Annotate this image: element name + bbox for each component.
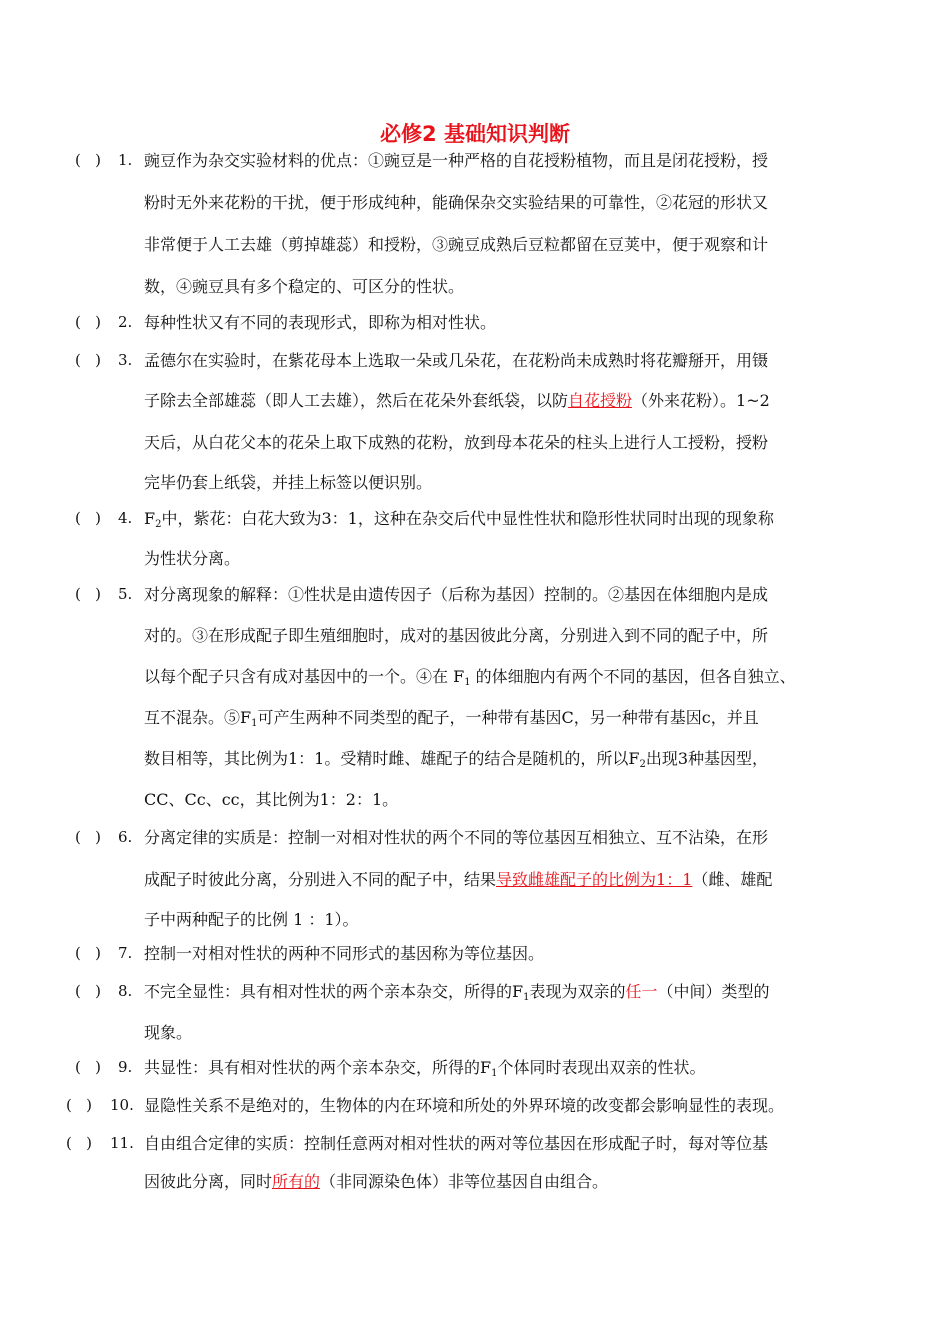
subscript: 1 <box>523 992 530 1003</box>
text-segment: （非同源染色体）非等位基因自由组合。 <box>320 1172 609 1191</box>
text-segment: 的体细胞内有两个不同的基因，但各自独立、 <box>470 667 796 686</box>
answer-parens: ( ) <box>66 1096 93 1114</box>
question-text-line: 为性状分离。 <box>144 549 241 568</box>
question-text-line: 每种性状又有不同的表现形式，即称为相对性状。 <box>144 313 497 332</box>
question-number: 11. <box>110 1134 134 1152</box>
text-segment: 成配子时彼此分离，分别进入不同的配子中，结果 <box>144 870 497 889</box>
answer-parens: ( ) <box>75 313 102 331</box>
question-text-line: 显隐性关系不是绝对的，生物体的内在环境和所处的外界环境的改变都会影响显性的表现。 <box>144 1096 785 1115</box>
question-text-line: 天后，从白花父本的花朵上取下成熟的花粉，放到母本花朵的柱头上进行人工授粉，授粉 <box>144 433 769 452</box>
highlighted-error-text: 导致雌雄配子的比例为1：1 <box>496 870 693 889</box>
highlighted-error-text: 所有的 <box>272 1172 321 1191</box>
page-title: 必修2 基础知识判断 <box>380 122 570 146</box>
question-text-line <box>144 1172 608 1192</box>
question-text-line <box>144 708 759 734</box>
question-text-line <box>144 982 770 1008</box>
subscript: 1 <box>491 1068 498 1079</box>
question-number: 2. <box>118 313 133 331</box>
question-text-line: CC、Cc、cc，其比例为1：2：1。 <box>144 790 399 809</box>
question-number: 6. <box>118 828 133 846</box>
question-number: 9. <box>118 1058 133 1076</box>
text-segment: 因彼此分离，同时 <box>144 1172 273 1191</box>
question-text-line: 自由组合定律的实质：控制任意两对相对性状的两对等位基因在形成配子时，每对等位基 <box>144 1134 769 1153</box>
subscript: 2 <box>155 519 162 530</box>
question-text-line: 子中两种配子的比例 1 ：1）。 <box>144 910 359 929</box>
question-text-line: 非常便于人工去雄（剪掉雄蕊）和授粉，③豌豆成熟后豆粒都留在豆荚中，便于观察和计 <box>144 235 769 254</box>
subscript: 1 <box>251 718 258 729</box>
text-segment: 中，紫花：白花大致为3：1，这种在杂交后代中显性性状和隐形性状同时出现的现象称 <box>161 509 774 528</box>
text-segment: 数目相等，其比例为1：1。受精时雌、雄配子的结合是随机的，所以F <box>144 749 640 768</box>
subscript: 1 <box>464 677 471 688</box>
text-segment: 表现为双亲的 <box>529 982 626 1001</box>
text-segment: （中间）类型的 <box>657 982 770 1001</box>
answer-parens: ( ) <box>75 509 102 527</box>
question-text-line: 孟德尔在实验时，在紫花母本上选取一朵或几朵花，在花粉尚未成熟时将花瓣掰开，用镊 <box>144 351 769 370</box>
question-number: 4. <box>118 509 133 527</box>
text-segment: 互不混杂。⑤F <box>144 708 252 727</box>
question-text-line: 对分离现象的解释：①性状是由遗传因子（后称为基因）控制的。②基因在体细胞内是成 <box>144 585 769 604</box>
highlighted-error-text: 自花授粉 <box>568 391 633 410</box>
question-text-line <box>144 870 772 890</box>
text-segment: 可产生两种不同类型的配子，一种带有基因C，另一种带有基因c，并且 <box>257 708 759 727</box>
question-text-line <box>144 1058 706 1084</box>
answer-parens: ( ) <box>66 1134 93 1152</box>
answer-parens: ( ) <box>75 351 102 369</box>
text-segment: 共显性：具有相对性状的两个亲本杂交，所得的F <box>144 1058 492 1077</box>
answer-parens: ( ) <box>75 944 102 962</box>
subscript: 2 <box>639 759 646 770</box>
text-segment: 出现3种基因型， <box>645 749 769 768</box>
question-text-line: 现象。 <box>144 1023 193 1042</box>
question-number: 3. <box>118 351 133 369</box>
question-text-line: 分离定律的实质是：控制一对相对性状的两个不同的等位基因互相独立、互不沾染，在形 <box>144 828 769 847</box>
answer-parens: ( ) <box>75 982 102 1000</box>
text-segment: （雌、雄配 <box>692 870 773 889</box>
answer-parens: ( ) <box>75 828 102 846</box>
question-number: 5. <box>118 585 133 603</box>
question-text-line: 完毕仍套上纸袋，并挂上标签以便识别。 <box>144 473 433 492</box>
answer-parens: ( ) <box>75 585 102 603</box>
question-text-line <box>144 509 774 535</box>
text-segment: 个体同时表现出双亲的性状。 <box>497 1058 706 1077</box>
text-segment: 以每个配子只含有成对基因中的一个。④在 F <box>144 667 465 686</box>
text-segment: 不完全显性：具有相对性状的两个亲本杂交，所得的F <box>144 982 524 1001</box>
question-number: 1. <box>118 151 133 169</box>
question-text-line: 数，④豌豆具有多个稳定的、可区分的性状。 <box>144 277 465 296</box>
text-segment: 子除去全部雄蕊（即人工去雄），然后在花朵外套纸袋，以防 <box>144 391 569 410</box>
question-number: 7. <box>118 944 133 962</box>
question-text-line <box>144 749 768 775</box>
question-text-line: 控制一对相对性状的两种不同形式的基因称为等位基因。 <box>144 944 545 963</box>
question-number: 8. <box>118 982 133 1000</box>
question-text-line: 粉时无外来花粉的干扰，便于形成纯种，能确保杂交实验结果的可靠性，②花冠的形状又 <box>144 193 769 212</box>
question-number: 10. <box>110 1096 134 1114</box>
answer-parens: ( ) <box>75 151 102 169</box>
question-text-line <box>144 667 796 693</box>
highlighted-error-text: 任一 <box>625 982 658 1001</box>
text-segment: F <box>144 509 156 528</box>
answer-parens: ( ) <box>75 1058 102 1076</box>
text-segment: （外来花粉）。1~2 <box>632 391 770 410</box>
question-text-line <box>144 391 770 411</box>
question-text-line: 对的。③在形成配子即生殖细胞时，成对的基因彼此分离，分别进入到不同的配子中，所 <box>144 626 769 645</box>
question-text-line: 豌豆作为杂交实验材料的优点：①豌豆是一种严格的自花授粉植物，而且是闭花授粉，授 <box>144 151 769 170</box>
